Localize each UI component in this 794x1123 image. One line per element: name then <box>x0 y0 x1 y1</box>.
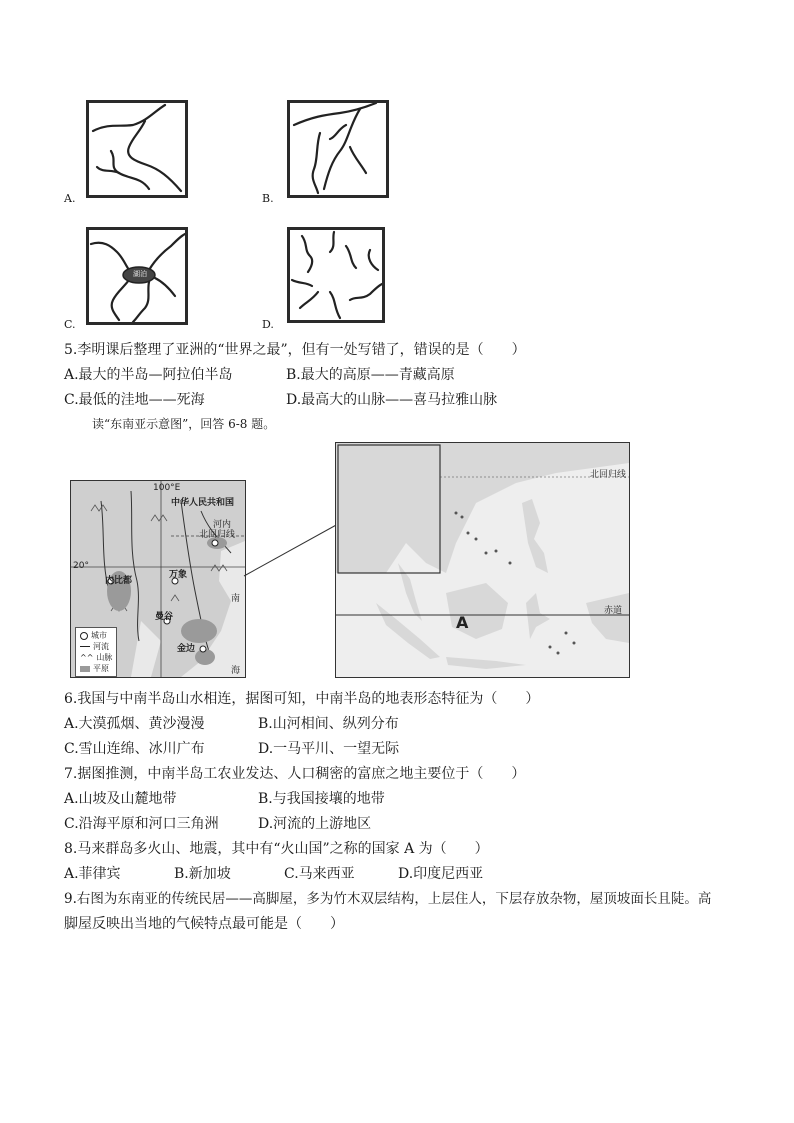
city-label-naypyidaw: 内比都 <box>105 576 133 586</box>
southeast-asia-map <box>335 442 630 678</box>
southeast-asia-map-drawing <box>336 443 629 677</box>
sea-label-fragment-2: 海 <box>231 666 241 676</box>
lake-label: 湖泊 <box>133 270 147 278</box>
legend-city-label: 城市 <box>91 631 107 640</box>
q8-option-d: D.印度尼西亚 <box>398 866 484 882</box>
q8-option-b: B.新加坡 <box>174 866 231 882</box>
river-diagram-a <box>86 100 188 198</box>
q4-option-a-label: A. <box>64 192 76 205</box>
legend-mountain <box>80 652 112 663</box>
river-diagram-b <box>287 100 389 198</box>
q4-option-c-label: C. <box>64 318 76 331</box>
q6-option-a: A.大漠孤烟、黄沙漫漫 <box>64 716 205 732</box>
country-a-label: A <box>456 613 469 632</box>
map-left-longitude-label: 100°E <box>153 483 181 493</box>
city-label-hanoi: 河内 <box>213 520 232 530</box>
q9-stem-line2: 脚屋反映出当地的气候特点最可能是（ ） <box>64 916 344 932</box>
q7-option-b: B.与我国接壤的地带 <box>258 791 385 807</box>
city-label-phnom-penh: 金边 <box>177 644 196 654</box>
legend-plain <box>80 663 112 674</box>
q5-option-a: A.最大的半岛—阿拉伯半岛 <box>64 367 233 383</box>
q6-option-b: B.山河相间、纵列分布 <box>258 716 399 732</box>
q8-option-a: A.菲律宾 <box>64 866 121 882</box>
legend-river <box>80 641 112 652</box>
city-label-vientiane: 万象 <box>169 570 188 580</box>
river-symbol-icon <box>80 646 90 647</box>
q5-option-b: B.最大的高原——青藏高原 <box>286 367 455 383</box>
legend-mountain-label: 山脉 <box>96 653 113 662</box>
sea-label-fragment-1: 南 <box>231 594 241 604</box>
q6-option-c: C.雪山连绵、冰川广布 <box>64 741 205 757</box>
q7-option-d: D.河流的上游地区 <box>258 816 372 832</box>
river-lines-b <box>290 103 386 195</box>
q5-option-d: D.最高大的山脉——喜马拉雅山脉 <box>286 392 498 408</box>
reading-instruction: 读“东南亚示意图”，回答 6-8 题。 <box>92 417 276 431</box>
legend-plain-label: 平原 <box>93 664 109 673</box>
q7-stem: 7.据图推测，中南半岛工农业发达、人口稠密的富庶之地主要位于（ ） <box>64 766 526 782</box>
q6-stem: 6.我国与中南半岛山水相连，据图可知，中南半岛的地表形态特征为（ ） <box>64 691 540 707</box>
map-legend <box>75 627 117 677</box>
q4-option-d-label: D. <box>262 318 274 331</box>
q7-option-a: A.山坡及山麓地带 <box>64 791 177 807</box>
map-left-country-label: 中华人民共和国 <box>171 498 235 508</box>
q7-option-c: C.沿海平原和河口三角洲 <box>64 816 219 832</box>
map-connector-line <box>242 520 342 580</box>
river-diagram-d <box>287 227 385 323</box>
city-symbol-icon <box>80 632 88 640</box>
q5-option-c: C.最低的洼地——死海 <box>64 392 205 408</box>
indochina-map <box>70 480 246 678</box>
legend-city <box>80 630 112 641</box>
q5-stem: 5.李明课后整理了亚洲的“世界之最”，但有一处写错了，错误的是（ ） <box>64 342 526 358</box>
q8-stem: 8.马来群岛多火山、地震，其中有“火山国”之称的国家 A 为（ ） <box>64 841 489 857</box>
legend-river-label: 河流 <box>93 642 109 651</box>
plain-symbol-icon <box>80 666 90 672</box>
q8-option-c: C.马来西亚 <box>284 866 355 882</box>
q6-option-d: D.一马平川、一望无际 <box>258 741 400 757</box>
river-lines-d <box>290 230 382 320</box>
river-diagram-c <box>86 227 188 325</box>
q4-option-b-label: B. <box>262 192 274 205</box>
mountain-symbol-icon: ^^ <box>80 653 94 662</box>
city-label-bangkok: 曼谷 <box>155 612 174 622</box>
q9-stem-line1: 9.右图为东南亚的传统民居——高脚屋，多为竹木双层结构，上层住人，下层存放杂物，屋顶坡面长且陡。高 <box>64 891 712 907</box>
map-left-tropic-label: 北回归线 <box>199 530 236 540</box>
river-lines-a <box>89 103 185 195</box>
map-right-tropic-label: 北回归线 <box>590 470 627 480</box>
map-right-equator-label: 赤道 <box>604 606 623 616</box>
map-left-latitude-label: 20° <box>73 561 89 571</box>
